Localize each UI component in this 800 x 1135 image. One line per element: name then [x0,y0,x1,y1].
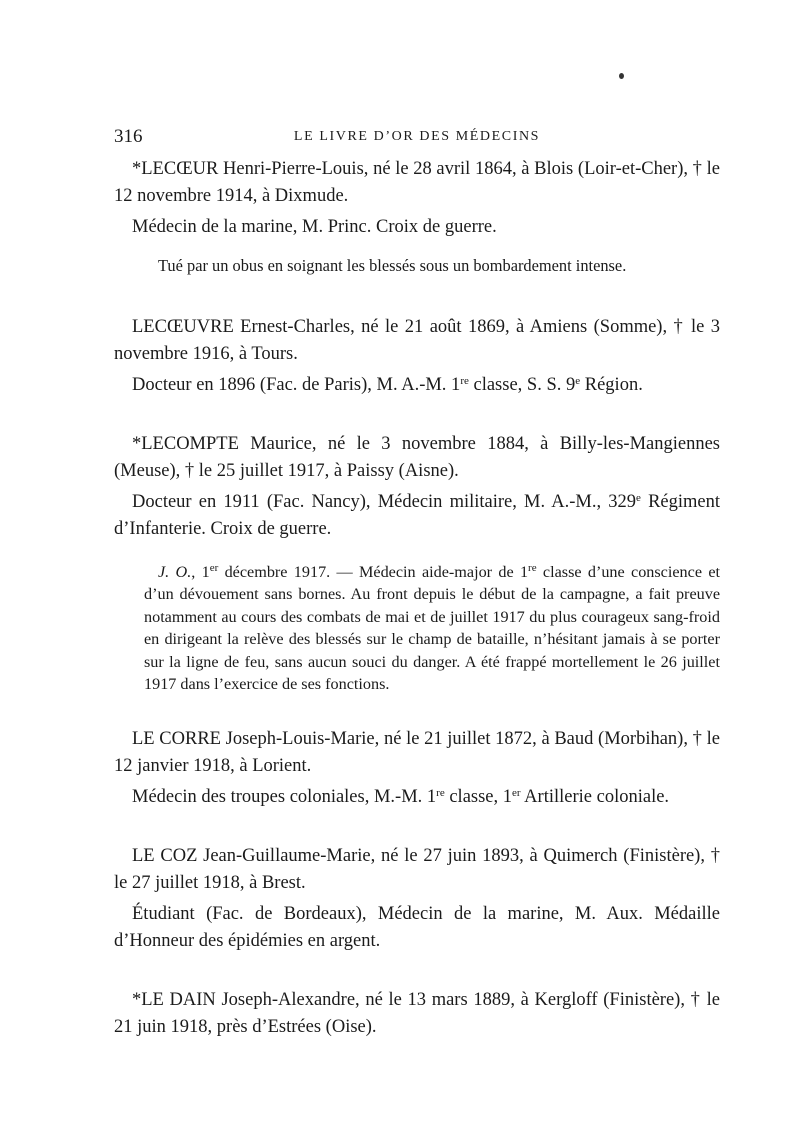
entry-le-dain [114,987,720,1041]
entry-main: LECŒUVRE Ernest-Charles, né le 21 août 1869, à Amiens (Somme), † le 3 novembre 1916, à Tours. [114,316,720,364]
entry-details: Docteur en 1896 (Fac. de Paris), M. A.-M. 1re classe, S. S. 9e Région. [132,374,643,395]
entry-main: *LE DAIN Joseph-Alexandre, né le 13 mars 1889, à Kergloff (Finistère), † le 21 juin 1918, près d’Estrées (Oise). [114,989,720,1037]
ink-speck [619,73,624,79]
entry-le-coz [114,843,720,955]
page-number: 316 [114,126,143,147]
citation-source: J. O. [158,562,192,581]
entry-main: *LECOMPTE Maurice, né le 3 novembre 1884, à Billy-les-Mangiennes (Meuse), † le 25 juillet 1917, à Paissy (Aisne). [114,433,720,481]
entry-details: Étudiant (Fac. de Bordeaux), Médecin de la marine, M. Aux. Médaille d’Honneur des épidémies en argent. [114,903,720,951]
entry-le-corre [114,726,720,811]
entry-details: Docteur en 1911 (Fac. Nancy), Médecin militaire, M. A.-M., 329e Régiment d’Infanterie. Croix de guerre. [114,491,720,539]
entry-lecoeuvre [114,314,720,399]
page-body [114,156,720,1041]
entry-main: LE COZ Jean-Guillaume-Marie, né le 27 juin 1893, à Quimerch (Finistère), † le 27 juillet 1918, à Brest. [114,845,720,893]
entry-lecompte [114,431,720,696]
entry-lecoeur [114,156,720,278]
entry-citation: Tué par un obus en soignant les blessés sous un bombardement intense. [158,256,627,275]
entry-details: Médecin des troupes coloniales, M.-M. 1re classe, 1er Artillerie coloniale. [132,786,670,807]
entry-citation: J. O., 1er décembre 1917. — Médecin aide-major de 1re classe d’une conscience et d’un dévouement sans bornes. Au front depuis le début de la campagne, a fait preuve notamment au cours des combats de mai et de juillet 1917 du plus courageux sang-froid en dirigeant la relève des blessés sur le champ de bataille, n’hésitant jamais à se porter sur la ligne de feu, sans aucun souci du danger. A été frappé mortellement le 26 juillet 1917 dans l’exercice de ses fonctions. [144,561,721,693]
entry-main: *LECŒUR Henri-Pierre-Louis, né le 28 avril 1864, à Blois (Loir-et-Cher), † le 12 novembre 1914, à Dixmude. [114,159,720,206]
entry-details: Médecin de la marine, M. Princ. Croix de guerre. [132,217,497,237]
entry-main: LE CORRE Joseph-Louis-Marie, né le 21 juillet 1872, à Baud (Morbihan), † le 12 janvier 1918, à Lorient. [114,728,720,776]
running-title: LE LIVRE D’OR DES MÉDECINS [293,129,541,144]
page-header [114,126,720,150]
